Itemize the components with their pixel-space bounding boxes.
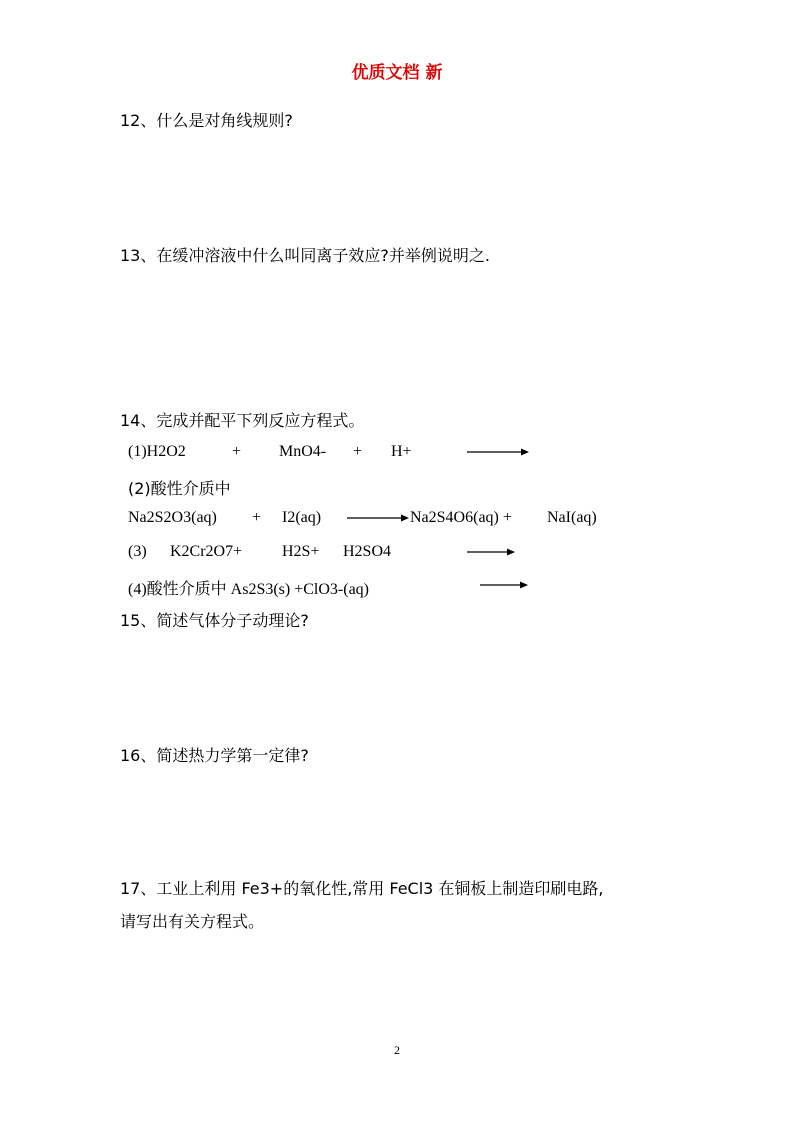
equation-2-product-2: NaI(aq) [547,509,597,526]
equation-1-plus-1: + [232,443,242,460]
equation-3-arrow-icon [467,547,515,557]
equation-2-arrow-icon [347,513,409,523]
equation-4: (4)酸性介质中 As2S3(s) +ClO3-(aq) [128,581,370,598]
equation-2-reactant-2: I2(aq) [282,509,322,526]
equation-2-note: (2)酸性介质中 [128,479,231,498]
question-13: 13、在缓冲溶液中什么叫同离子效应?并举例说明之. [120,246,490,265]
equation-3-label: (3) [128,543,147,560]
question-15: 15、简述气体分子动理论? [120,611,309,630]
equation-1-reactant-3: H+ [391,443,412,460]
question-14: 14、完成并配平下列反应方程式。 [120,411,365,430]
question-17-line-1: 17、工业上利用 Fe3+的氧化性,常用 FeCl3 在铜板上制造印刷电路, [120,879,604,898]
equation-3-reactant-3: H2SO4 [343,543,392,560]
equation-4-arrow-icon [480,580,528,590]
page-number: 2 [394,1043,400,1057]
question-12: 12、什么是对角线规则? [120,111,293,130]
equation-1-plus-2: + [353,443,363,460]
equation-2-reactant-1: Na2S2O3(aq) [128,509,217,526]
equation-1-arrow-icon [467,447,529,457]
question-17-line-2: 请写出有关方程式。 [120,912,265,931]
equation-2-plus-1: + [252,509,262,526]
equation-2-product-1: Na2S4O6(aq) + [410,509,512,526]
equation-1-reactant-2: MnO4- [279,443,327,460]
equation-1-reactant-1: (1)H2O2 [128,443,186,460]
equation-3-reactant-2: H2S+ [282,543,320,560]
document-header-title: 优质文档 新 [351,63,443,83]
equation-3-reactant-1: K2Cr2O7+ [170,543,243,560]
question-16: 16、简述热力学第一定律? [120,746,309,765]
